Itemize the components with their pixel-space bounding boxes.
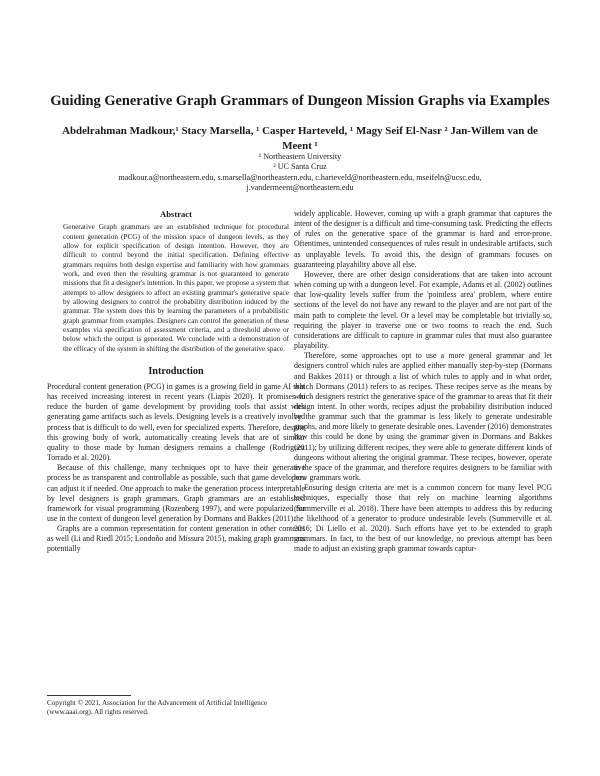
abstract-heading: Abstract: [160, 209, 192, 219]
author-emails-line1: madkour.a@northeastern.edu, s.marsella@northeastern.edu, c.harteveld@northeastern.edu, mseifeln@ucsc.edu,: [118, 172, 482, 182]
intro-paragraph-1: Procedural content generation (PCG) in games is a growing field in game AI that has received increasing interest in recent years (Liapis 2020). It promises to reduce the burden of game development by providing tools that assist with generating game artifacts such as levels. Designing levels is a creatively involved process that is difficult to do well, even for specialized experts. Therefore, despite this growing body of work, automatically creating levels that are of similar quality to those made by human designers remains a challenge (Rodriguez Torrado et al. 2020).: [47, 381, 305, 463]
affiliation-northeastern: ¹ Northeastern University: [258, 152, 342, 161]
right-paragraph-3: Therefore, some approaches opt to use a more general grammar and let designers control which rules are applied either manually step-by-step (Dormans and Bakkes 2011) or through a list of which rules to apply and in what order, which Dormans (2011) refers to as recipes. These recipes serve as the means by which designers restrict the generative space of the grammar to areas that fit their design intent. In other words, recipes adjust the probability distribution induced by the grammar such that the grammar is less likely to generate undesirable graphs, and more likely to generate desirable ones. Lavender (2016) demonstrates how this could be done by using the grammar given in Dormans and Bakkes (2011); by utilizing different recipes, they were able to generate different kinds of dungeons without altering the original grammar. These recipes, however, operate in the space of the grammar, and therefore requires designers to be familiar with how grammars work.: [294, 351, 552, 483]
paper-title: Guiding Generative Graph Grammars of Dungeon Mission Graphs via Examples: [50, 93, 550, 109]
footnote-divider: [47, 695, 131, 696]
author-emails-line2: j.vandermeent@northeastern.edu: [246, 183, 354, 193]
abstract-text: Generative Graph grammars are an established technique for procedural content generation (PCG) of the mission space of dungeon levels, as they allow for explicit specification of design intention. However, they are difficult to control beyond the initial specification. Defining effective grammars requires both design expertise and familiarity with how grammars work, and even then the resulting grammar is not guaranteed to generate missions that fit a designer's intention. In this paper, we propose a system that attempts to allow designers to affect an existing grammar's generative space by allowing designers to control the probability distribution induced by the grammar. The system does this by learning the parameters of a probabilistic graph grammar from examples. Designers can control the generation of these examples via specification of assessment criteria, and a threshold above or below which the output is generated. We conclude with a demonstration of the efficacy of the system in shifting the distribution of the generative space.: [63, 223, 289, 353]
right-paragraph-2: However, there are other design considerations that are taken into account when coming up with a dungeon level. For example, Adams et al. (2002) outlines that low-quality levels suffer from the 'pointless area' problem, where entire sections of the level do not have any reward to the player and are not part of the main path to complete the level. Or a level may be completable but trivially so, requiring the player to traverse one or two rooms to reach the end. Such considerations are difficult to capture in grammar rules that must also guarantee playability.: [294, 269, 552, 351]
copyright-footnote: Copyright © 2021, Association for the Advancement of Artificial Intelligence (www.aaai.org). All rights reserved.: [47, 699, 268, 717]
right-paragraph-1: widely applicable. However, coming up with a graph grammar that captures the intent of the designer is a difficult and time-consuming task. Predicting the effects of rules on the generative space of the grammar is hard and error-prone. Oftentimes, unintended consequences of rules result in undesirable artifacts, such as unplayable levels. To avoid this, the design of grammars focuses on guaranteeing playability above all else.: [294, 209, 552, 269]
right-column: [294, 209, 552, 554]
left-column: [47, 209, 305, 555]
intro-paragraph-2: Because of this challenge, many techniques opt to have their generative process be as transparent and controllable as possible, such that game developers can adjust it if needed. One approach to make the generation process interpretable by level designers is graph grammars. Graph grammars are an established framework for visual programming (Rozenberg 1997), and were popularized for use in the context of dungeon level generation by Dormans and Bakkes (2011).: [47, 463, 305, 523]
author-list: Abdelrahman Madkour,¹ Stacy Marsella, ¹ Casper Harteveld, ¹ Magy Seif El-Nasr ² Jan-Willem van de Meent ¹: [62, 125, 538, 152]
affiliation-ucsc: ² UC Santa Cruz: [273, 162, 327, 172]
intro-paragraph-3: Graphs are a common representation for content generation in other contexts as well (Li and Riedl 2015; Londoño and Missura 2015), making graph grammars potentially: [47, 524, 305, 554]
affiliations: [40, 152, 560, 194]
right-paragraph-4: Ensuring design criteria are met is a common concern for many level PCG techniques, especially those that rely on machine learning algorithms (Summerville et al. 2018). There have been attempts to address this by reducing the likelihood of a generator to produce undesirable levels (Summerville et al. 2016; Di Liello et al. 2020). Such efforts have yet to be extended to graph grammars. In fact, to the best of our knowledge, no previous attempt has been made to adjust an existing graph grammar towards captur-: [294, 483, 552, 554]
introduction-heading: Introduction: [148, 365, 204, 377]
